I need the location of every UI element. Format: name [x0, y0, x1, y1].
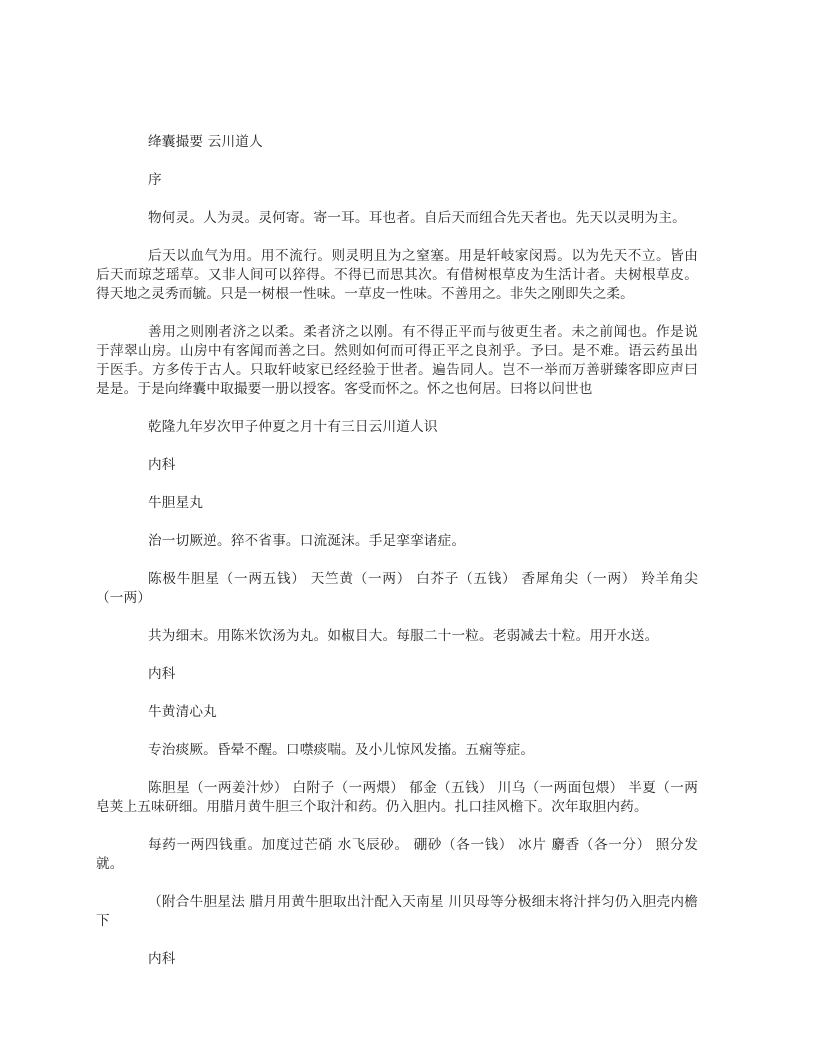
formula-preparation: 共为细末。用陈米饮汤为丸。如椒目大。每服二十一粒。老弱减去十粒。用开水送。 — [148, 628, 659, 644]
formula-ingredients: 陈极牛胆星（一两五钱） 天竺黄（一两） 白芥子（五钱） 香犀角尖（一两） 羚羊角尖（一两） — [96, 571, 698, 606]
formula-title: 牛胆星丸 — [148, 495, 204, 511]
book-title: 绛囊撮要 云川道人 — [148, 134, 263, 150]
section-heading: 内科 — [148, 457, 176, 473]
formula-ingredients: 陈胆星（一两姜汁炒） 白附子（一两煨） 郁金（五钱） 川乌（一两面包煨） 半夏（一两皂荚上五味研细。用腊月黄牛胆三个取汁和药。仍入胆内。扎口挂风檐下。次年取胆内药。 — [96, 780, 698, 815]
formula-preparation: 每药一两四钱重。加度过芒硝 水飞辰砂。 硼砂（各一钱） 冰片 麝香（各一分） 照分发就。 — [96, 837, 698, 872]
formula-note: （附合牛胆星法 腊月用黄牛胆取出汁配入天南星 川贝母等分极细末将汁拌匀仍入胆壳内檐下 — [96, 894, 698, 929]
formula-indication: 专治痰厥。昏晕不醒。口噤痰喘。及小儿惊风发搐。五痫等症。 — [148, 742, 535, 758]
section-heading: 内科 — [148, 951, 176, 967]
preface-paragraph: 物何灵。人为灵。灵何寄。寄一耳。耳也者。自后天而纽合先天者也。先天以灵明为主。 — [148, 210, 686, 226]
preface-paragraph: 善用之则刚者济之以柔。柔者济之以刚。有不得正平而与彼更生者。未之前闻也。作是说于萍翠山房。山房中有客闻而善之曰。然则如何而可得正平之良剂乎。予曰。是不难。语云药虽出于医手。方多传于古人。只取轩岐家已经经验于世者。遍告同人。岂不一举而万善骈臻客即应声曰是是。于是向绛囊中取撮要一册以授客。客受而怀之。怀之也何居。曰将以问世也 — [96, 324, 698, 397]
formula-title: 牛黄清心丸 — [148, 704, 217, 720]
preface-paragraph: 后天以血气为用。用不流行。则灵明且为之窒塞。用是轩岐家闵焉。以为先天不立。皆由后天而琼芝瑶草。又非人间可以猝得。不得已而思其次。有借树根草皮为生活计者。夫树根草皮。得天地之灵秀而毓。只是一树根一性味。一草皮一性味。不善用之。非失之刚即失之柔。 — [96, 248, 698, 302]
formula-indication: 治一切厥逆。猝不省事。口流涎沫。手足挛挛诸症。 — [148, 533, 466, 549]
preface-signature: 乾隆九年岁次甲子仲夏之月十有三日云川道人识 — [148, 419, 438, 435]
preface-heading: 序 — [148, 172, 162, 188]
section-heading: 内科 — [148, 666, 176, 682]
